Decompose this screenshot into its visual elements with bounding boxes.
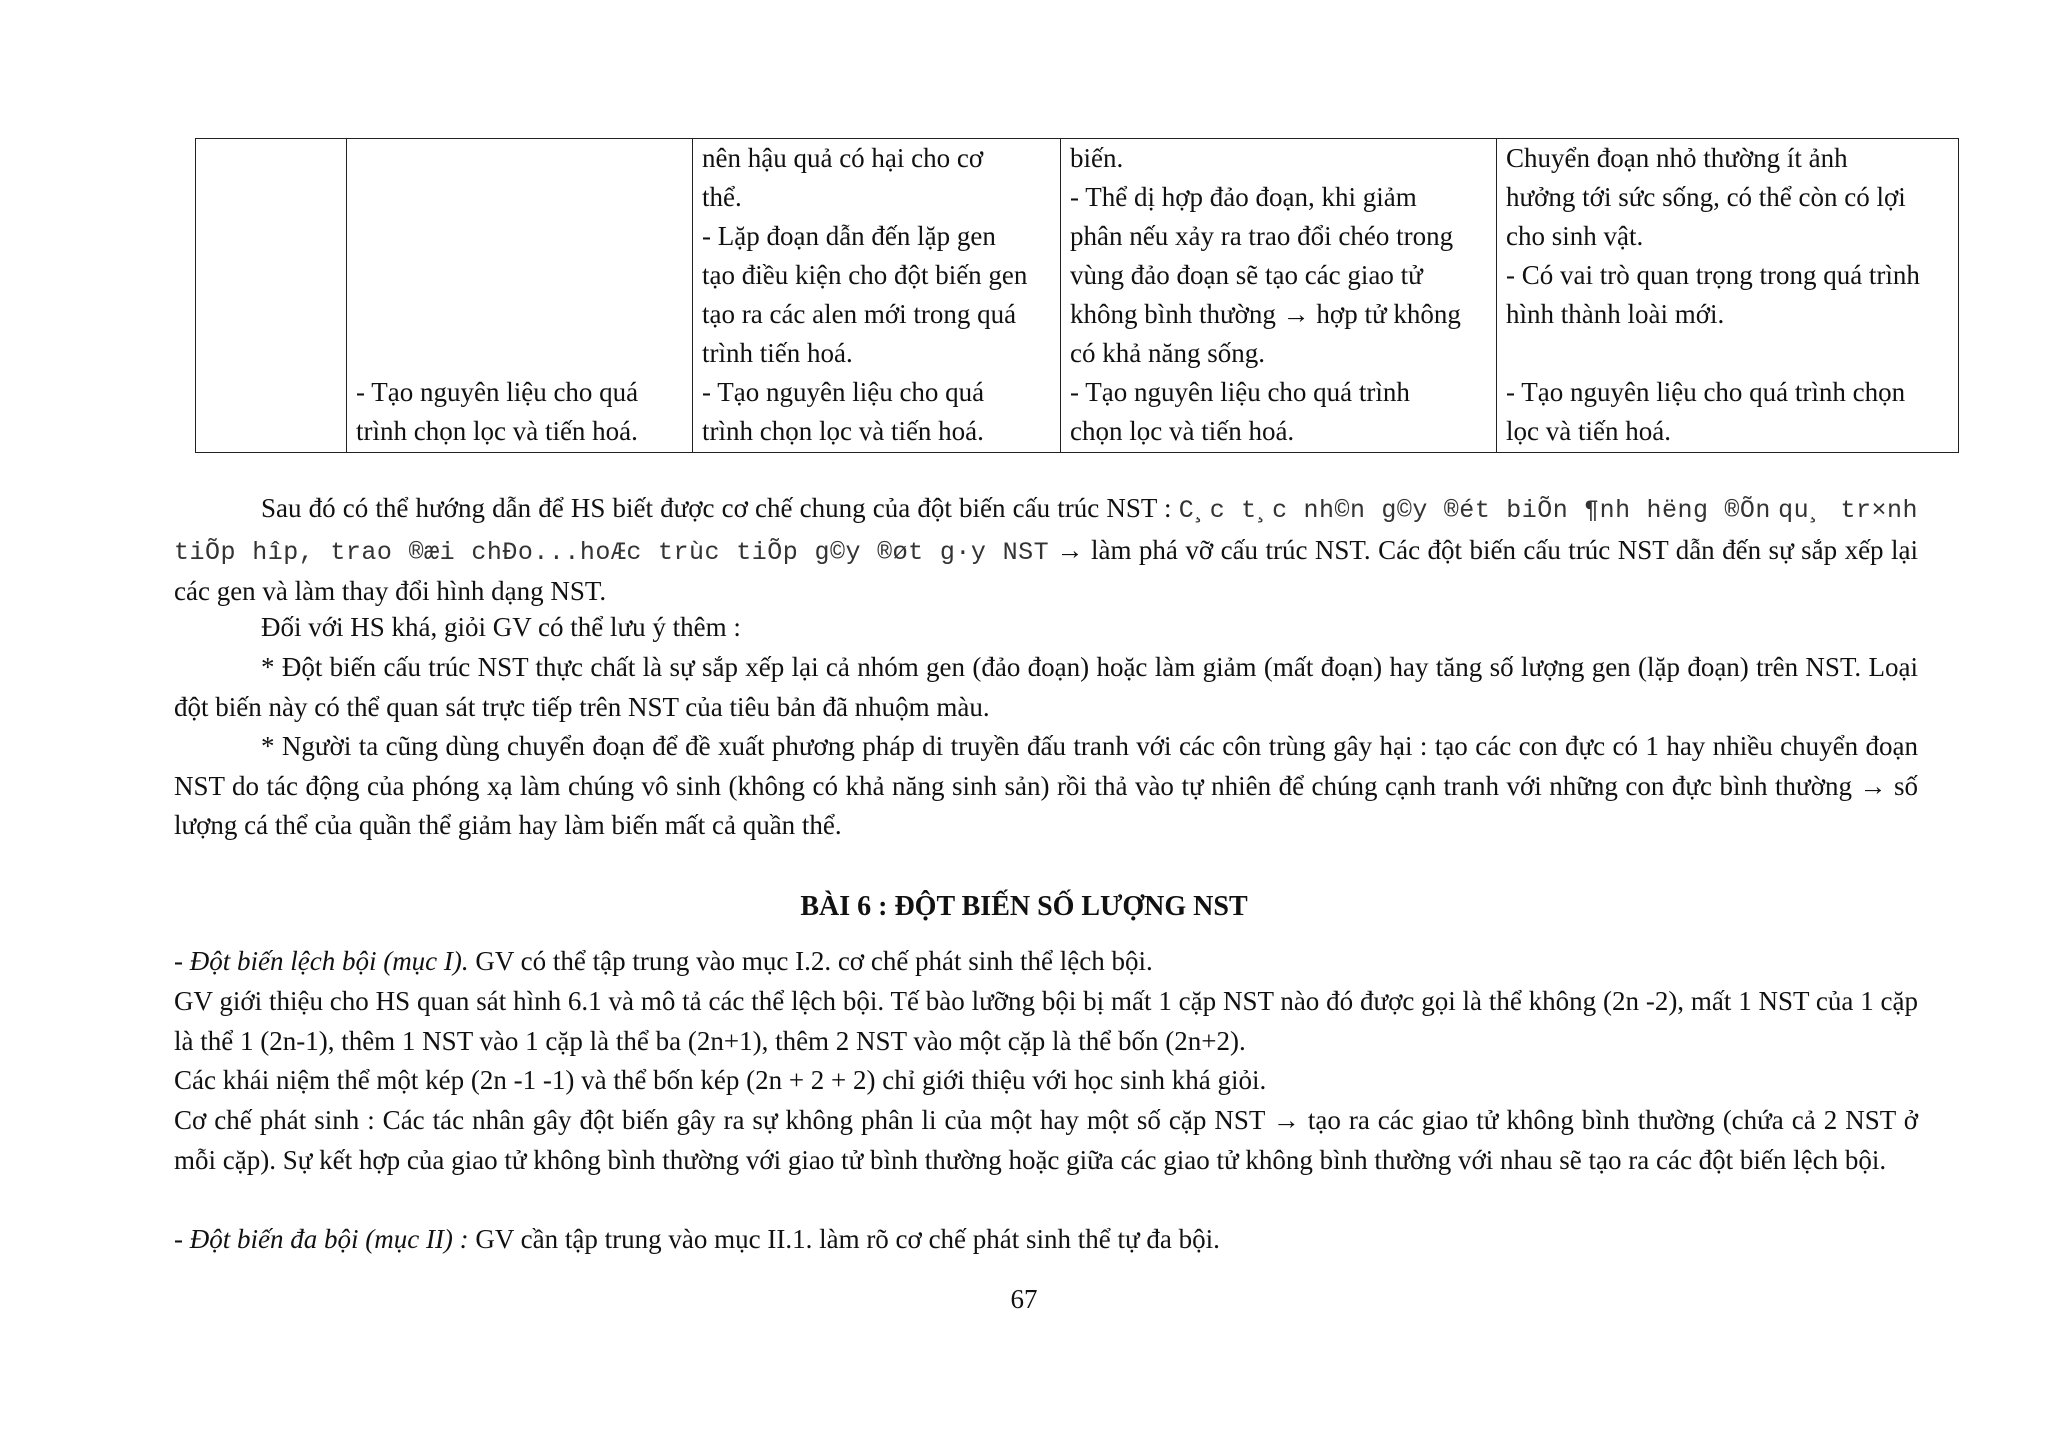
table-cell bbox=[1497, 139, 1959, 453]
page-number: 67 bbox=[1010, 1284, 1038, 1314]
cell-line: nên hậu quả có hại cho cơ bbox=[702, 143, 984, 173]
cell-line: trình tiến hoá. bbox=[702, 338, 853, 368]
garbled-text: C¸c t¸c nh©n g©y ®ét biÕn ¶nh hëng ®Õn bbox=[1178, 496, 1771, 525]
cell-line: - Tạo nguyên liệu cho quá trình chọn bbox=[1506, 377, 1906, 407]
table-row bbox=[196, 139, 1959, 453]
paragraph-aneuploidy-intro: GV giới thiệu cho HS quan sát hình 6.1 và mô tả các thể lệch bội. Tế bào lưỡng bội bị mất 1 cặp NST nào đó được gọi là thể không (2n -2), mất 1 NST của 1 cặp là thể 1 (2n-1), thêm 1 NST vào 1 cặp là thể ba (2n+1), thêm 2 NST vào một cặp là thể bốn (2n+2). bbox=[174, 986, 1918, 1056]
cell-line: phân nếu xảy ra trao đổi chéo trong bbox=[1070, 221, 1454, 251]
paragraph-tail: → làm phá vỡ cấu trúc NST. Các đột biến cấu trúc NST dẫn đến sự sắp xếp lại các gen và làm thay đổi hình dạng NST. bbox=[174, 534, 1918, 606]
paragraph-lead: Sau đó có thể hướng dẫn để HS biết được cơ chế chung của đột biến cấu trúc NST : bbox=[261, 493, 1179, 523]
cell-line: lọc và tiến hoá. bbox=[1506, 416, 1671, 446]
italic-label: - Đột biến đa bội (mục II) : bbox=[174, 1224, 469, 1254]
section-heading: BÀI 6 : ĐỘT BIẾN SỐ LƯỢNG NST bbox=[800, 891, 1248, 922]
table-cell bbox=[693, 139, 1061, 453]
cell-line: cho sinh vật. bbox=[1506, 221, 1644, 251]
paragraph-mechanism-origin: Cơ chế phát sinh : Các tác nhân gây đột biến gây ra sự không phân li của một hay một số cặp NST → tạo ra các giao tử không bình thường (chứa cả 2 NST ở mỗi cặp). Sự kết hợp của giao tử không bình thường với giao tử bình thường hoặc giữa các giao tử không bình thường với nhau sẽ tạo ra các đột biến lệch bội. bbox=[174, 1105, 1918, 1175]
table-cell-empty bbox=[196, 139, 347, 453]
cell-line: - Thể dị hợp đảo đoạn, khi giảm bbox=[1070, 182, 1417, 212]
cell-line: - Tạo nguyên liệu cho quá trình bbox=[1070, 377, 1410, 407]
paragraph-text: GV có thể tập trung vào mục I.2. cơ chế phát sinh thể lệch bội. bbox=[468, 946, 1153, 976]
cell-line: trình chọn lọc và tiến hoá. bbox=[356, 416, 638, 446]
cell-line: chọn lọc và tiến hoá. bbox=[1070, 416, 1295, 446]
cell-line: biến. bbox=[1070, 143, 1124, 173]
table-cell bbox=[347, 139, 693, 453]
cell-line: không bình thường → hợp tử không bbox=[1070, 299, 1461, 329]
paragraph-structure-note: * Đột biến cấu trúc NST thực chất là sự sắp xếp lại cả nhóm gen (đảo đoạn) hoặc làm giảm (mất đoạn) hay tăng số lượng gen (lặp đoạn) trên NST. Loại đột biến này có thể quan sát trực tiếp trên NST của tiêu bản đã nhuộm màu. bbox=[174, 652, 1918, 722]
cell-line: có khả năng sống. bbox=[1070, 338, 1265, 368]
cell-line: - Có vai trò quan trọng trong quá trình bbox=[1506, 260, 1920, 290]
paragraph-double-aneuploidy: Các khái niệm thể một kép (2n -1 -1) và thể bốn kép (2n + 2 + 2) chỉ giới thiệu với học sinh khá giỏi. bbox=[174, 1065, 1267, 1095]
cell-line: hình thành loài mới. bbox=[1506, 299, 1725, 329]
italic-label: - Đột biến lệch bội (mục I). bbox=[174, 946, 469, 976]
paragraph-advanced-note: Đối với HS khá, giỏi GV có thể lưu ý thêm : bbox=[261, 612, 741, 642]
paragraph-text: GV cần tập trung vào mục II.1. làm rõ cơ chế phát sinh thể tự đa bội. bbox=[468, 1224, 1220, 1254]
table-cell bbox=[1061, 139, 1497, 453]
cell-line: - Lặp đoạn dẫn đến lặp gen bbox=[702, 221, 996, 251]
paragraph-polyploidy bbox=[174, 1220, 1918, 1260]
cell-line: tạo ra các alen mới trong quá bbox=[702, 299, 1017, 329]
cell-line: tạo điều kiện cho đột biến gen bbox=[702, 260, 1028, 290]
cell-line: hưởng tới sức sống, có thể còn có lợi bbox=[1506, 182, 1906, 212]
garbled-text: qu¸ tr×nh tiÕp hîp, trao ®æi chÐo...hoÆc trùc tiÕp g©y ®øt g·y NST bbox=[174, 496, 1919, 567]
cell-line: - Tạo nguyên liệu cho quá bbox=[702, 377, 985, 407]
cell-line: vùng đảo đoạn sẽ tạo các giao tử bbox=[1070, 260, 1423, 290]
mutation-comparison-table bbox=[195, 138, 1959, 453]
paragraph-translocation-note: * Người ta cũng dùng chuyển đoạn để đề xuất phương pháp di truyền đấu tranh với các côn trùng gây hại : tạo các con đực có 1 hay nhiều chuyển đoạn NST do tác động của phóng xạ làm chúng vô sinh (không có khả năng sinh sản) rồi thả vào tự nhiên để chúng cạnh tranh với những con đực bình thường → số lượng cá thể của quần thể giảm hay làm biến mất cả quần thể. bbox=[174, 731, 1918, 840]
paragraph-aneuploidy bbox=[174, 942, 1918, 982]
cell-line: - Tạo nguyên liệu cho quá bbox=[356, 377, 639, 407]
cell-line: Chuyển đoạn nhỏ thường ít ảnh bbox=[1506, 143, 1848, 173]
paragraph-mechanism bbox=[174, 489, 1918, 612]
cell-line: trình chọn lọc và tiến hoá. bbox=[702, 416, 984, 446]
cell-line: thể. bbox=[702, 182, 742, 212]
